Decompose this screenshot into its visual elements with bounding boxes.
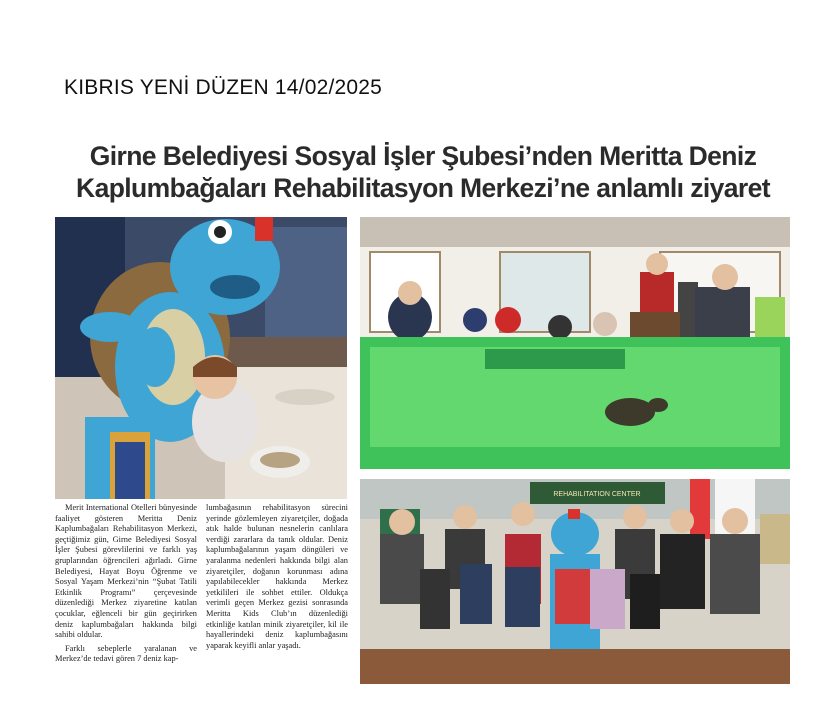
article-column-1	[55, 503, 197, 665]
article-paragraph-3: lumbağasının rehabilitasyon sürecini yerinde gözlemleyen ziyaretçiler, doğada atık halde bulunan nesnelerin canlılara verdiği zararlara da tanık oldular. Deniz kaplumbağalarının yaşam döngüleri ve yaralanma nedenleri hakkında bilgi alan ziyaretçiler, doğanın korunması adına yapılabilecekler hakkında Merkez yetkilileri ile sohbet ettiler. Oldukça verimli geçen Merkez gezisi sonrasında Meritta Kids Club’ın düzenlediği etkinliğe katılan minik ziyaretçiler, kil ile hayallerindeki deniz kaplumbağasını yaparak keyifli anlar yaşadı.	[206, 503, 348, 650]
photo-mascot-with-child	[55, 217, 347, 499]
article-paragraph-1: Merit International Otelleri bünyesinde faaliyet gösteren Meritta Deniz Kaplumbağaları Rehabilitasyon Merkezi, geçtiğimiz gün, Girne Belediyesi Sosyal İşler Şubesi görevlilerini ve farklı yaş gruplarından öğrencileri ağırladı. Girne Belediyesi, Hayat Boyu Öğrenme ve Sosyal Yaşam Merkezi’nin “Şubat Tatili Etkinlik Programı” çerçevesinde düzenlediği Merkez ziyaretine katılan çocuklar, eğlenceli bir gün geçirirken deniz kaplumbağaları hakkında bilgi sahibi oldular.	[55, 503, 197, 640]
group-photo-banner-text: REHABILITATION CENTER	[553, 491, 641, 498]
photo-turtle-pool	[360, 217, 790, 469]
photo-group	[360, 479, 790, 684]
article-headline	[56, 140, 790, 204]
publication-source-line: KIBRIS YENİ DÜZEN 14/02/2025	[64, 76, 383, 99]
headline-line-1: Girne Belediyesi Sosyal İşler Şubesi’nden Meritta Deniz	[89, 141, 757, 171]
article-paragraph-2: Farklı sebeplerle yaralanan ve Merkez’de tedavi gören 7 deniz kap-	[55, 643, 197, 664]
headline-line-2: Kaplumbağaları Rehabilitasyon Merkezi’ne anlamlı ziyaret	[76, 173, 770, 203]
article-column-2	[206, 503, 348, 651]
